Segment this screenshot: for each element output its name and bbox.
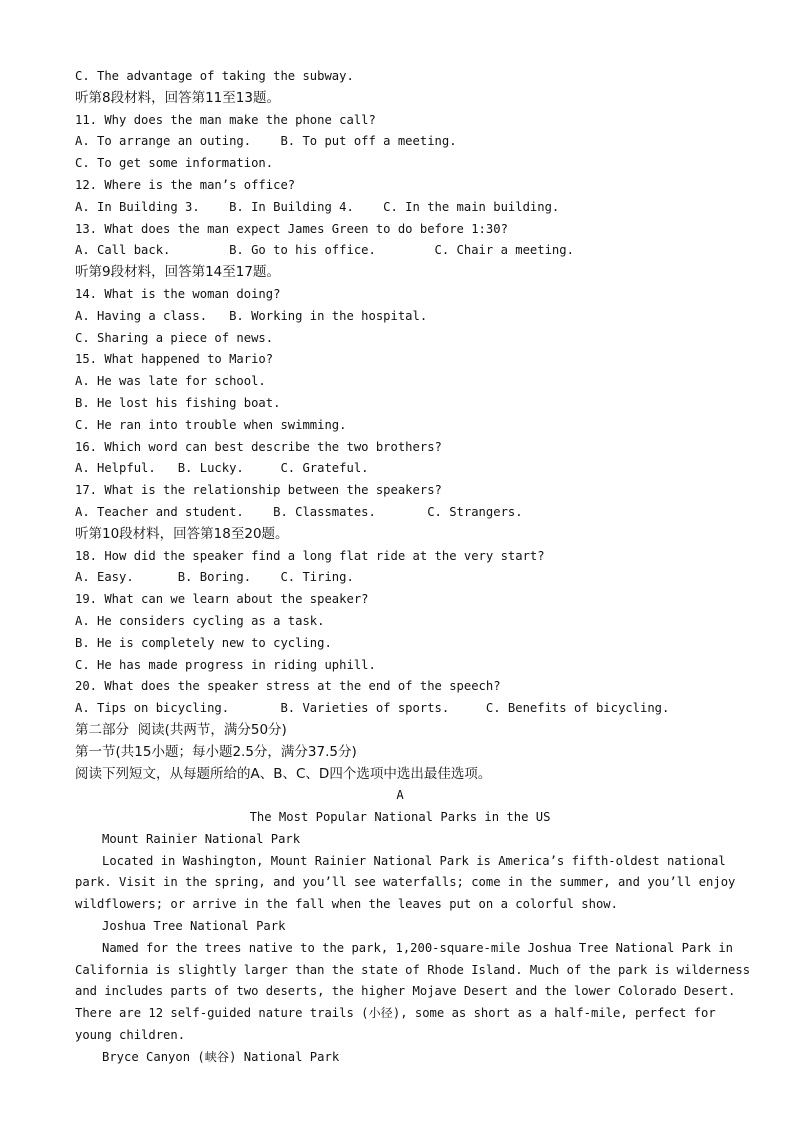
section-instruction: 听第10段材料，回答第18至20题。 — [75, 525, 289, 542]
answer-option: C. To get some information. — [75, 156, 274, 171]
park-heading: Mount Rainier National Park — [102, 831, 301, 846]
park-heading: Joshua Tree National Park — [102, 919, 286, 934]
answer-option: A. He considers cycling as a task. — [75, 613, 325, 628]
answer-options: A. In Building 3. B. In Building 4. C. In the main building. — [75, 199, 560, 214]
answer-options: A. Helpful. B. Lucky. C. Grateful. — [75, 461, 369, 476]
paragraph-line: wildflowers; or arrive in the fall when the leaves put on a colorful show. — [75, 897, 618, 912]
question-11: 11. Why does the man make the phone call? — [75, 112, 376, 127]
question-16: 16. Which word can best describe the two brothers? — [75, 439, 442, 454]
question-12: 12. Where is the man’s office? — [75, 177, 296, 192]
reading-instruction: 阅读下列短文，从每题所给的A、B、C、D四个选项中选出最佳选项。 — [75, 765, 492, 782]
paragraph-line: There are 12 self-guided nature trails (小径), some as short as a half-mile, perfect for — [75, 1006, 716, 1021]
answer-options: A. Tips on bicycling. B. Varieties of sports. C. Benefits of bicycling. — [75, 701, 670, 716]
question-18: 18. How did the speaker find a long flat ride at the very start? — [75, 548, 545, 563]
answer-option: B. He is completely new to cycling. — [75, 635, 332, 650]
question-13: 13. What does the man expect James Green to do before 1:30? — [75, 221, 508, 236]
answer-option: C. He ran into trouble when swimming. — [75, 417, 347, 432]
section-instruction: 听第8段材料，回答第11至13题。 — [75, 89, 280, 106]
answer-option: B. He lost his fishing boat. — [75, 395, 281, 410]
answer-options: A. Having a class. B. Working in the hospital. — [75, 308, 428, 323]
park-heading: Bryce Canyon (峡谷) National Park — [102, 1049, 340, 1064]
question-14: 14. What is the woman doing? — [75, 286, 281, 301]
paragraph-line: and includes parts of two deserts, the higher Mojave Desert and the lower Colorado Desert. — [75, 984, 736, 999]
section-heading: 第一节(共15小题；每小题2.5分，满分37.5分) — [75, 743, 357, 760]
answer-options: A. Teacher and student. B. Classmates. C. Strangers. — [75, 504, 523, 519]
section-instruction: 听第9段材料，回答第14至17题。 — [75, 264, 280, 281]
document-page — [75, 66, 751, 1069]
passage-letter: A — [396, 788, 404, 803]
part-heading: 第二部分 阅读(共两节，满分50分) — [75, 721, 287, 738]
question-20: 20. What does the speaker stress at the end of the speech? — [75, 679, 501, 694]
paragraph-line: young children. — [75, 1028, 186, 1043]
passage-title: The Most Popular National Parks in the US — [249, 810, 551, 825]
answer-option: A. He was late for school. — [75, 374, 266, 389]
question-17: 17. What is the relationship between the speakers? — [75, 483, 442, 498]
answer-option: C. He has made progress in riding uphill. — [75, 657, 376, 672]
paragraph-line: Located in Washington, Mount Rainier National Park is America’s fifth-oldest national — [102, 853, 726, 868]
answer-options: A. Easy. B. Boring. C. Tiring. — [75, 570, 354, 585]
answer-option: C. The advantage of taking the subway. — [75, 69, 354, 83]
paragraph-line: California is slightly larger than the state of Rhode Island. Much of the park is wilderness — [75, 962, 751, 977]
paragraph-line: park. Visit in the spring, and you’ll see waterfalls; come in the summer, and you’ll enjoy — [75, 875, 736, 890]
question-19: 19. What can we learn about the speaker? — [75, 592, 369, 607]
question-15: 15. What happened to Mario? — [75, 352, 274, 367]
paragraph-line: Named for the trees native to the park, 1,200-square-mile Joshua Tree National Park in — [102, 940, 734, 955]
answer-options: A. To arrange an outing. B. To put off a meeting. — [75, 134, 457, 149]
answer-option: C. Sharing a piece of news. — [75, 330, 274, 345]
answer-options: A. Call back. B. Go to his office. C. Chair a meeting. — [75, 243, 574, 258]
